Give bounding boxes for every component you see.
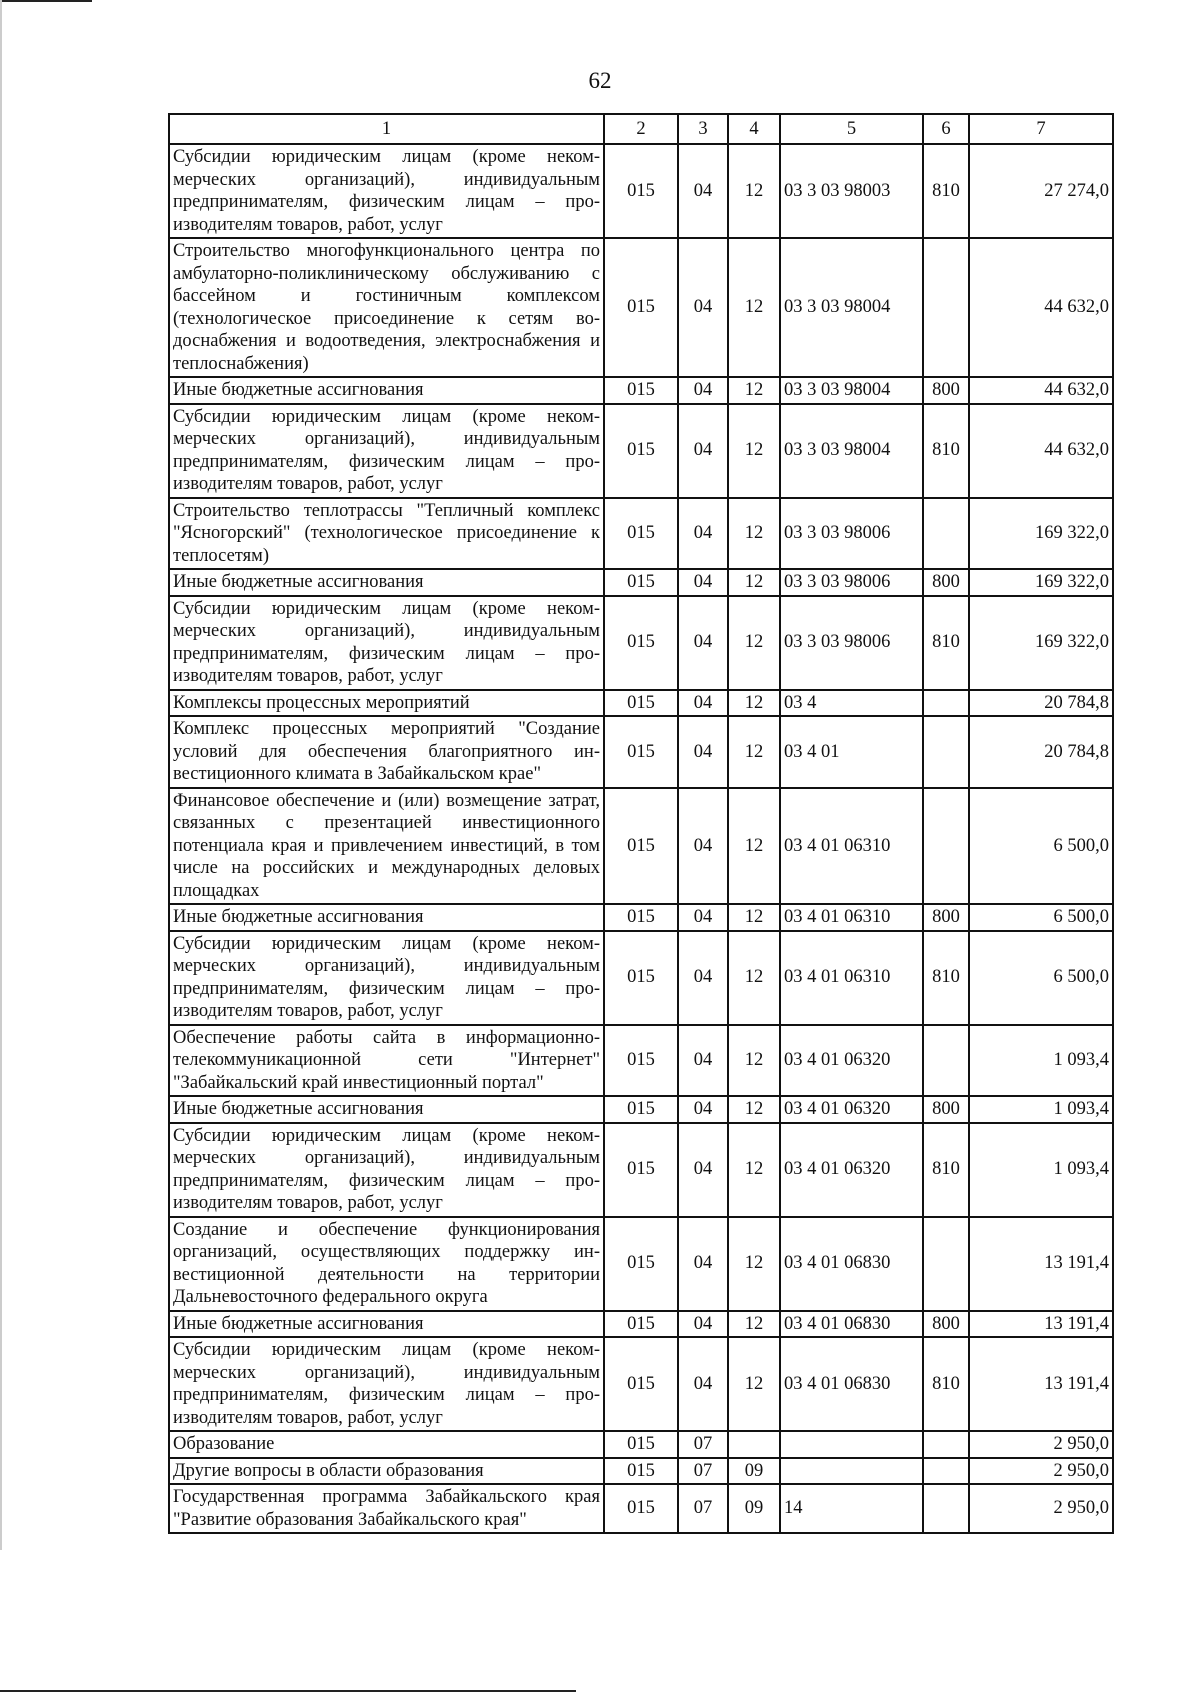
row-target-article-cell: 03 4 01 06320 (780, 1025, 923, 1097)
scan-edge-mark-left (0, 0, 2, 1550)
row-section-cell: 04 (678, 498, 728, 570)
row-amount-cell: 1 093,4 (969, 1123, 1113, 1217)
row-admin-code-cell: 015 (604, 498, 678, 570)
row-name-cell: Государственная программа Забайкальского края "Развитие образования Забайкальского края" (169, 1484, 604, 1533)
table-row (169, 569, 1113, 596)
row-amount-cell: 2 950,0 (969, 1484, 1113, 1533)
row-expense-type-cell: 800 (923, 1096, 969, 1123)
row-admin-code-cell: 015 (604, 1123, 678, 1217)
table-row (169, 1458, 1113, 1485)
row-expense-type-cell: 810 (923, 931, 969, 1025)
row-target-article-cell: 03 4 01 06830 (780, 1217, 923, 1311)
table-row (169, 1311, 1113, 1338)
row-subsection-cell: 12 (728, 569, 780, 596)
row-section-cell: 04 (678, 690, 728, 717)
row-amount-cell: 2 950,0 (969, 1431, 1113, 1458)
row-target-article-cell: 03 4 (780, 690, 923, 717)
row-section-cell: 04 (678, 1123, 728, 1217)
row-admin-code-cell: 015 (604, 1311, 678, 1338)
row-admin-code-cell: 015 (604, 596, 678, 690)
scan-edge-mark-top (0, 0, 92, 2)
row-name-cell: Иные бюджетные ассигнования (169, 377, 604, 404)
row-name-cell: Строительство теплотрассы "Тепличный комплекс "Ясногорский" (технологическое присоединение к теплосетям) (169, 498, 604, 570)
row-target-article-cell: 03 4 01 06320 (780, 1123, 923, 1217)
row-name-cell: Иные бюджетные ассигнования (169, 569, 604, 596)
row-target-article-cell: 03 4 01 06830 (780, 1311, 923, 1338)
table-row (169, 904, 1113, 931)
row-amount-cell: 20 784,8 (969, 716, 1113, 788)
row-section-cell: 04 (678, 404, 728, 498)
row-name-cell: Субсидии юридическим лицам (кроме некоммерческих организаций), индивидуальным предпринимателям, физическим лицам – производителям товаров, работ, услуг (169, 404, 604, 498)
row-amount-cell: 2 950,0 (969, 1458, 1113, 1485)
row-target-article-cell: 03 4 01 06310 (780, 904, 923, 931)
row-amount-cell: 169 322,0 (969, 498, 1113, 570)
row-subsection-cell: 12 (728, 1337, 780, 1431)
row-expense-type-cell (923, 1431, 969, 1458)
row-subsection-cell: 12 (728, 1025, 780, 1097)
table-row (169, 1096, 1113, 1123)
row-expense-type-cell: 810 (923, 144, 969, 238)
row-expense-type-cell (923, 1025, 969, 1097)
row-expense-type-cell (923, 1458, 969, 1485)
row-expense-type-cell (923, 498, 969, 570)
row-target-article-cell: 03 3 03 98006 (780, 596, 923, 690)
row-admin-code-cell: 015 (604, 1431, 678, 1458)
row-subsection-cell (728, 1431, 780, 1458)
row-expense-type-cell: 800 (923, 1311, 969, 1338)
row-admin-code-cell: 015 (604, 716, 678, 788)
row-section-cell: 04 (678, 144, 728, 238)
row-target-article-cell: 03 3 03 98006 (780, 498, 923, 570)
row-subsection-cell: 12 (728, 498, 780, 570)
row-amount-cell: 1 093,4 (969, 1025, 1113, 1097)
table-row (169, 596, 1113, 690)
row-admin-code-cell: 015 (604, 569, 678, 596)
table-row (169, 1217, 1113, 1311)
row-name-cell: Субсидии юридическим лицам (кроме некоммерческих организаций), индивидуальным предпринимателям, физическим лицам – производителям товаров, работ, услуг (169, 596, 604, 690)
row-name-cell: Комплексы процессных мероприятий (169, 690, 604, 717)
table-row (169, 498, 1113, 570)
row-name-cell: Обеспечение работы сайта в информационно-телекоммуникационной сети "Интернет" "Забайкальский край инвестиционный портал" (169, 1025, 604, 1097)
row-admin-code-cell: 015 (604, 1484, 678, 1533)
row-amount-cell: 1 093,4 (969, 1096, 1113, 1123)
row-subsection-cell: 09 (728, 1458, 780, 1485)
row-name-cell: Финансовое обеспечение и (или) возмещение затрат, связанных с презентацией инвестиционного потенциала края и привлечением инвестиций, в том числе на российских и международных деловых площадках (169, 788, 604, 905)
row-expense-type-cell: 810 (923, 1123, 969, 1217)
row-expense-type-cell: 810 (923, 1337, 969, 1431)
row-subsection-cell: 09 (728, 1484, 780, 1533)
row-section-cell: 04 (678, 931, 728, 1025)
row-admin-code-cell: 015 (604, 144, 678, 238)
table-header-row (169, 114, 1113, 144)
row-admin-code-cell: 015 (604, 1025, 678, 1097)
row-target-article-cell: 03 3 03 98003 (780, 144, 923, 238)
row-subsection-cell: 12 (728, 404, 780, 498)
row-expense-type-cell (923, 788, 969, 905)
row-admin-code-cell: 015 (604, 1096, 678, 1123)
row-amount-cell: 44 632,0 (969, 404, 1113, 498)
table-row (169, 1484, 1113, 1533)
row-admin-code-cell: 015 (604, 1217, 678, 1311)
row-admin-code-cell: 015 (604, 1337, 678, 1431)
row-admin-code-cell: 015 (604, 377, 678, 404)
row-name-cell: Иные бюджетные ассигнования (169, 1096, 604, 1123)
row-expense-type-cell (923, 690, 969, 717)
table-row (169, 716, 1113, 788)
row-amount-cell: 6 500,0 (969, 931, 1113, 1025)
row-name-cell: Субсидии юридическим лицам (кроме некоммерческих организаций), индивидуальным предпринимателям, физическим лицам – производителям товаров, работ, услуг (169, 1123, 604, 1217)
table-row (169, 377, 1113, 404)
row-subsection-cell: 12 (728, 1096, 780, 1123)
row-admin-code-cell: 015 (604, 404, 678, 498)
row-name-cell: Комплекс процессных мероприятий "Создание условий для обеспечения благоприятного инвестиционного климата в Забайкальском крае" (169, 716, 604, 788)
row-subsection-cell: 12 (728, 1217, 780, 1311)
row-section-cell: 04 (678, 1096, 728, 1123)
column-header: 1 (169, 114, 604, 144)
column-header: 4 (728, 114, 780, 144)
row-admin-code-cell: 015 (604, 931, 678, 1025)
row-name-cell: Иные бюджетные ассигнования (169, 904, 604, 931)
row-name-cell: Строительство многофункционального центра по амбулаторно-поликлиническому обслуживанию с бассейном и гостиничным комплексом (технологическое присоединение к сетям водоснабжения и водоотведения, электроснабжения и теплоснабжения) (169, 238, 604, 377)
row-expense-type-cell (923, 238, 969, 377)
row-section-cell: 04 (678, 1311, 728, 1338)
row-subsection-cell: 12 (728, 904, 780, 931)
row-target-article-cell: 03 4 01 06310 (780, 931, 923, 1025)
row-expense-type-cell: 800 (923, 904, 969, 931)
row-amount-cell: 169 322,0 (969, 569, 1113, 596)
table-row (169, 238, 1113, 377)
row-subsection-cell: 12 (728, 238, 780, 377)
row-target-article-cell: 03 3 03 98004 (780, 377, 923, 404)
row-amount-cell: 44 632,0 (969, 238, 1113, 377)
column-header: 6 (923, 114, 969, 144)
row-section-cell: 07 (678, 1484, 728, 1533)
row-amount-cell: 44 632,0 (969, 377, 1113, 404)
row-target-article-cell (780, 1458, 923, 1485)
row-subsection-cell: 12 (728, 788, 780, 905)
row-admin-code-cell: 015 (604, 1458, 678, 1485)
row-subsection-cell: 12 (728, 596, 780, 690)
row-subsection-cell: 12 (728, 1311, 780, 1338)
column-header: 5 (780, 114, 923, 144)
row-subsection-cell: 12 (728, 377, 780, 404)
row-name-cell: Субсидии юридическим лицам (кроме некоммерческих организаций), индивидуальным предпринимателям, физическим лицам – производителям товаров, работ, услуг (169, 1337, 604, 1431)
row-amount-cell: 27 274,0 (969, 144, 1113, 238)
row-section-cell: 04 (678, 596, 728, 690)
page-number: 62 (588, 68, 612, 93)
row-section-cell: 04 (678, 1337, 728, 1431)
row-name-cell: Субсидии юридическим лицам (кроме некоммерческих организаций), индивидуальным предпринимателям, физическим лицам – производителям товаров, работ, услуг (169, 144, 604, 238)
row-name-cell: Другие вопросы в области образования (169, 1458, 604, 1485)
row-target-article-cell: 03 3 03 98006 (780, 569, 923, 596)
table-row (169, 931, 1113, 1025)
table-row (169, 1025, 1113, 1097)
row-expense-type-cell: 810 (923, 404, 969, 498)
row-expense-type-cell (923, 1484, 969, 1533)
row-target-article-cell: 03 4 01 06320 (780, 1096, 923, 1123)
column-header: 7 (969, 114, 1113, 144)
scan-edge-mark-bottom (0, 1690, 576, 1692)
row-expense-type-cell: 810 (923, 596, 969, 690)
row-amount-cell: 6 500,0 (969, 904, 1113, 931)
row-amount-cell: 169 322,0 (969, 596, 1113, 690)
row-target-article-cell: 03 3 03 98004 (780, 238, 923, 377)
row-target-article-cell: 14 (780, 1484, 923, 1533)
column-header: 3 (678, 114, 728, 144)
row-section-cell: 04 (678, 788, 728, 905)
row-section-cell: 04 (678, 1025, 728, 1097)
row-section-cell: 07 (678, 1458, 728, 1485)
row-amount-cell: 6 500,0 (969, 788, 1113, 905)
row-section-cell: 04 (678, 238, 728, 377)
row-section-cell: 04 (678, 377, 728, 404)
row-name-cell: Иные бюджетные ассигнования (169, 1311, 604, 1338)
table-row (169, 404, 1113, 498)
table-row (169, 1123, 1113, 1217)
row-name-cell: Субсидии юридическим лицам (кроме некоммерческих организаций), индивидуальным предпринимателям, физическим лицам – производителям товаров, работ, услуг (169, 931, 604, 1025)
row-expense-type-cell: 800 (923, 377, 969, 404)
row-subsection-cell: 12 (728, 931, 780, 1025)
row-expense-type-cell: 800 (923, 569, 969, 596)
row-target-article-cell (780, 1431, 923, 1458)
row-section-cell: 07 (678, 1431, 728, 1458)
table-row (169, 690, 1113, 717)
row-amount-cell: 13 191,4 (969, 1337, 1113, 1431)
row-section-cell: 04 (678, 904, 728, 931)
row-subsection-cell: 12 (728, 1123, 780, 1217)
row-name-cell: Создание и обеспечение функционирования организаций, осуществляющих поддержку инвестиционной деятельности на территории Дальневосточного федерального округа (169, 1217, 604, 1311)
row-name-cell: Образование (169, 1431, 604, 1458)
row-admin-code-cell: 015 (604, 788, 678, 905)
row-target-article-cell: 03 4 01 06310 (780, 788, 923, 905)
row-subsection-cell: 12 (728, 716, 780, 788)
row-subsection-cell: 12 (728, 690, 780, 717)
row-section-cell: 04 (678, 1217, 728, 1311)
table-row (169, 1337, 1113, 1431)
table-row (169, 1431, 1113, 1458)
row-admin-code-cell: 015 (604, 238, 678, 377)
row-expense-type-cell (923, 1217, 969, 1311)
row-target-article-cell: 03 4 01 06830 (780, 1337, 923, 1431)
table-row (169, 144, 1113, 238)
row-section-cell: 04 (678, 716, 728, 788)
row-amount-cell: 13 191,4 (969, 1217, 1113, 1311)
row-expense-type-cell (923, 716, 969, 788)
row-section-cell: 04 (678, 569, 728, 596)
row-target-article-cell: 03 3 03 98004 (780, 404, 923, 498)
budget-table (168, 113, 1114, 1534)
row-subsection-cell: 12 (728, 144, 780, 238)
row-admin-code-cell: 015 (604, 690, 678, 717)
column-header: 2 (604, 114, 678, 144)
table-row (169, 788, 1113, 905)
row-admin-code-cell: 015 (604, 904, 678, 931)
row-amount-cell: 13 191,4 (969, 1311, 1113, 1338)
row-target-article-cell: 03 4 01 (780, 716, 923, 788)
table-body (169, 144, 1113, 1533)
row-amount-cell: 20 784,8 (969, 690, 1113, 717)
